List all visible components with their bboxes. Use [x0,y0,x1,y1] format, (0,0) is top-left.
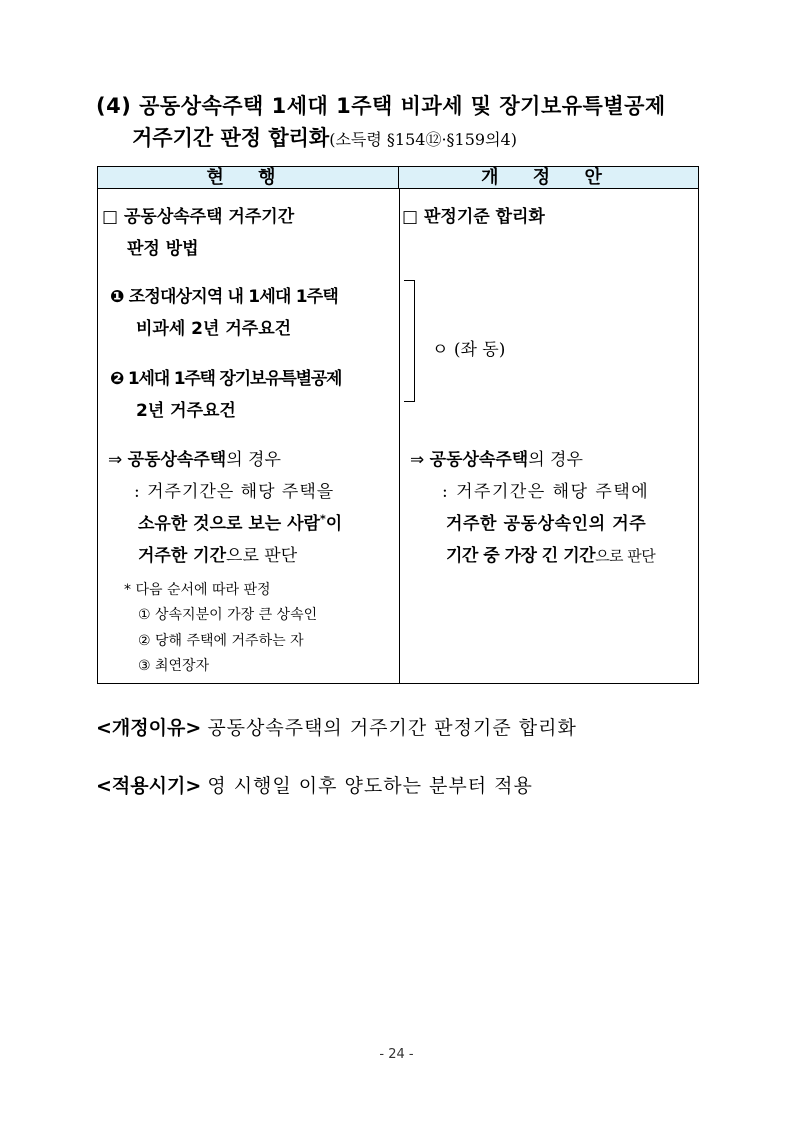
current-item-2-line-2: 2년 거주요건 [136,401,236,421]
current-case-line [108,445,281,470]
proposed-sub-3-bold: 기간 중 가장 긴 기간 [446,546,596,566]
page-number: - 24 - [379,1047,414,1062]
footnote-star: * [319,512,326,526]
current-item-1-line-1: ❶ 조정대상지역 내 1세대 1주택 [110,287,338,307]
header-current: 현 행 [98,167,399,189]
current-box-line-1: □ 공동상속주택 거주기간 [102,207,295,227]
current-item-1-line-2: 비과세 2년 거주요건 [136,319,292,339]
reason-label: <개정이유> [96,717,202,739]
proposed-sub-2: 거주한 공동상속인의 거주 [446,514,647,534]
arrow-symbol: ⇒ [108,450,128,470]
apply-line [96,771,533,798]
current-sub-2-end: 이 [325,514,343,534]
arrow-symbol-right: ⇒ [410,450,430,470]
note-item-3: ③ 최연장자 [138,658,210,674]
proposed-case-rest: 의 경우 [528,450,583,470]
proposed-sub-3-rest: 으로 판단 [595,547,656,565]
note-item-1: ① 상속지분이 가장 큰 상속인 [138,607,318,623]
note-item-2: ② 당해 주택에 거주하는 자 [138,633,304,649]
reason-line [96,713,577,740]
title-line-2 [96,122,716,156]
proposed-sub-3 [446,541,655,566]
current-case-rest: 의 경우 [226,450,281,470]
current-box-line-2: 판정 방법 [127,239,199,259]
bracket [404,280,415,402]
current-item-2-line-1: ❷ 1세대 1주택 장기보유특별공제 [110,369,342,389]
proposed-same-as-left: ㅇ (좌 동) [432,340,506,360]
proposed-case-bold: 공동상속주택 [429,450,529,470]
current-sub-3-bold: 거주한 기간 [138,546,227,566]
header-proposed: 개 정 안 [399,167,698,189]
proposed-case-line [410,445,583,470]
current-sub-1: : 거주기간은 해당 주택을 [134,482,335,502]
proposed-box-line: □ 판정기준 합리화 [402,207,545,227]
column-divider [399,189,400,683]
current-sub-2-bold: 소유한 것으로 보는 사람 [138,514,320,534]
current-sub-3 [138,541,297,566]
current-sub-2 [138,509,342,534]
comparison-table [97,166,699,684]
section-title [96,90,716,156]
law-reference: (소득령 §154⑫·§159의4) [329,130,517,149]
title-line-1: (4) 공동상속주택 1세대 1주택 비과세 및 장기보유특별공제 [96,94,666,118]
reason-text: 공동상속주택의 거주기간 판정기준 합리화 [207,717,577,739]
title-line-2-text: 거주기간 판정 합리화 [132,126,330,150]
proposed-sub-1: : 거주기간은 해당 주택에 [442,482,650,502]
current-case-bold: 공동상속주택 [127,450,227,470]
current-sub-3-rest: 으로 판단 [226,546,298,566]
apply-text: 영 시행일 이후 양도하는 분부터 적용 [207,775,533,797]
note-title: * 다음 순서에 따라 판정 [124,582,271,598]
apply-label: <적용시기> [96,775,202,797]
